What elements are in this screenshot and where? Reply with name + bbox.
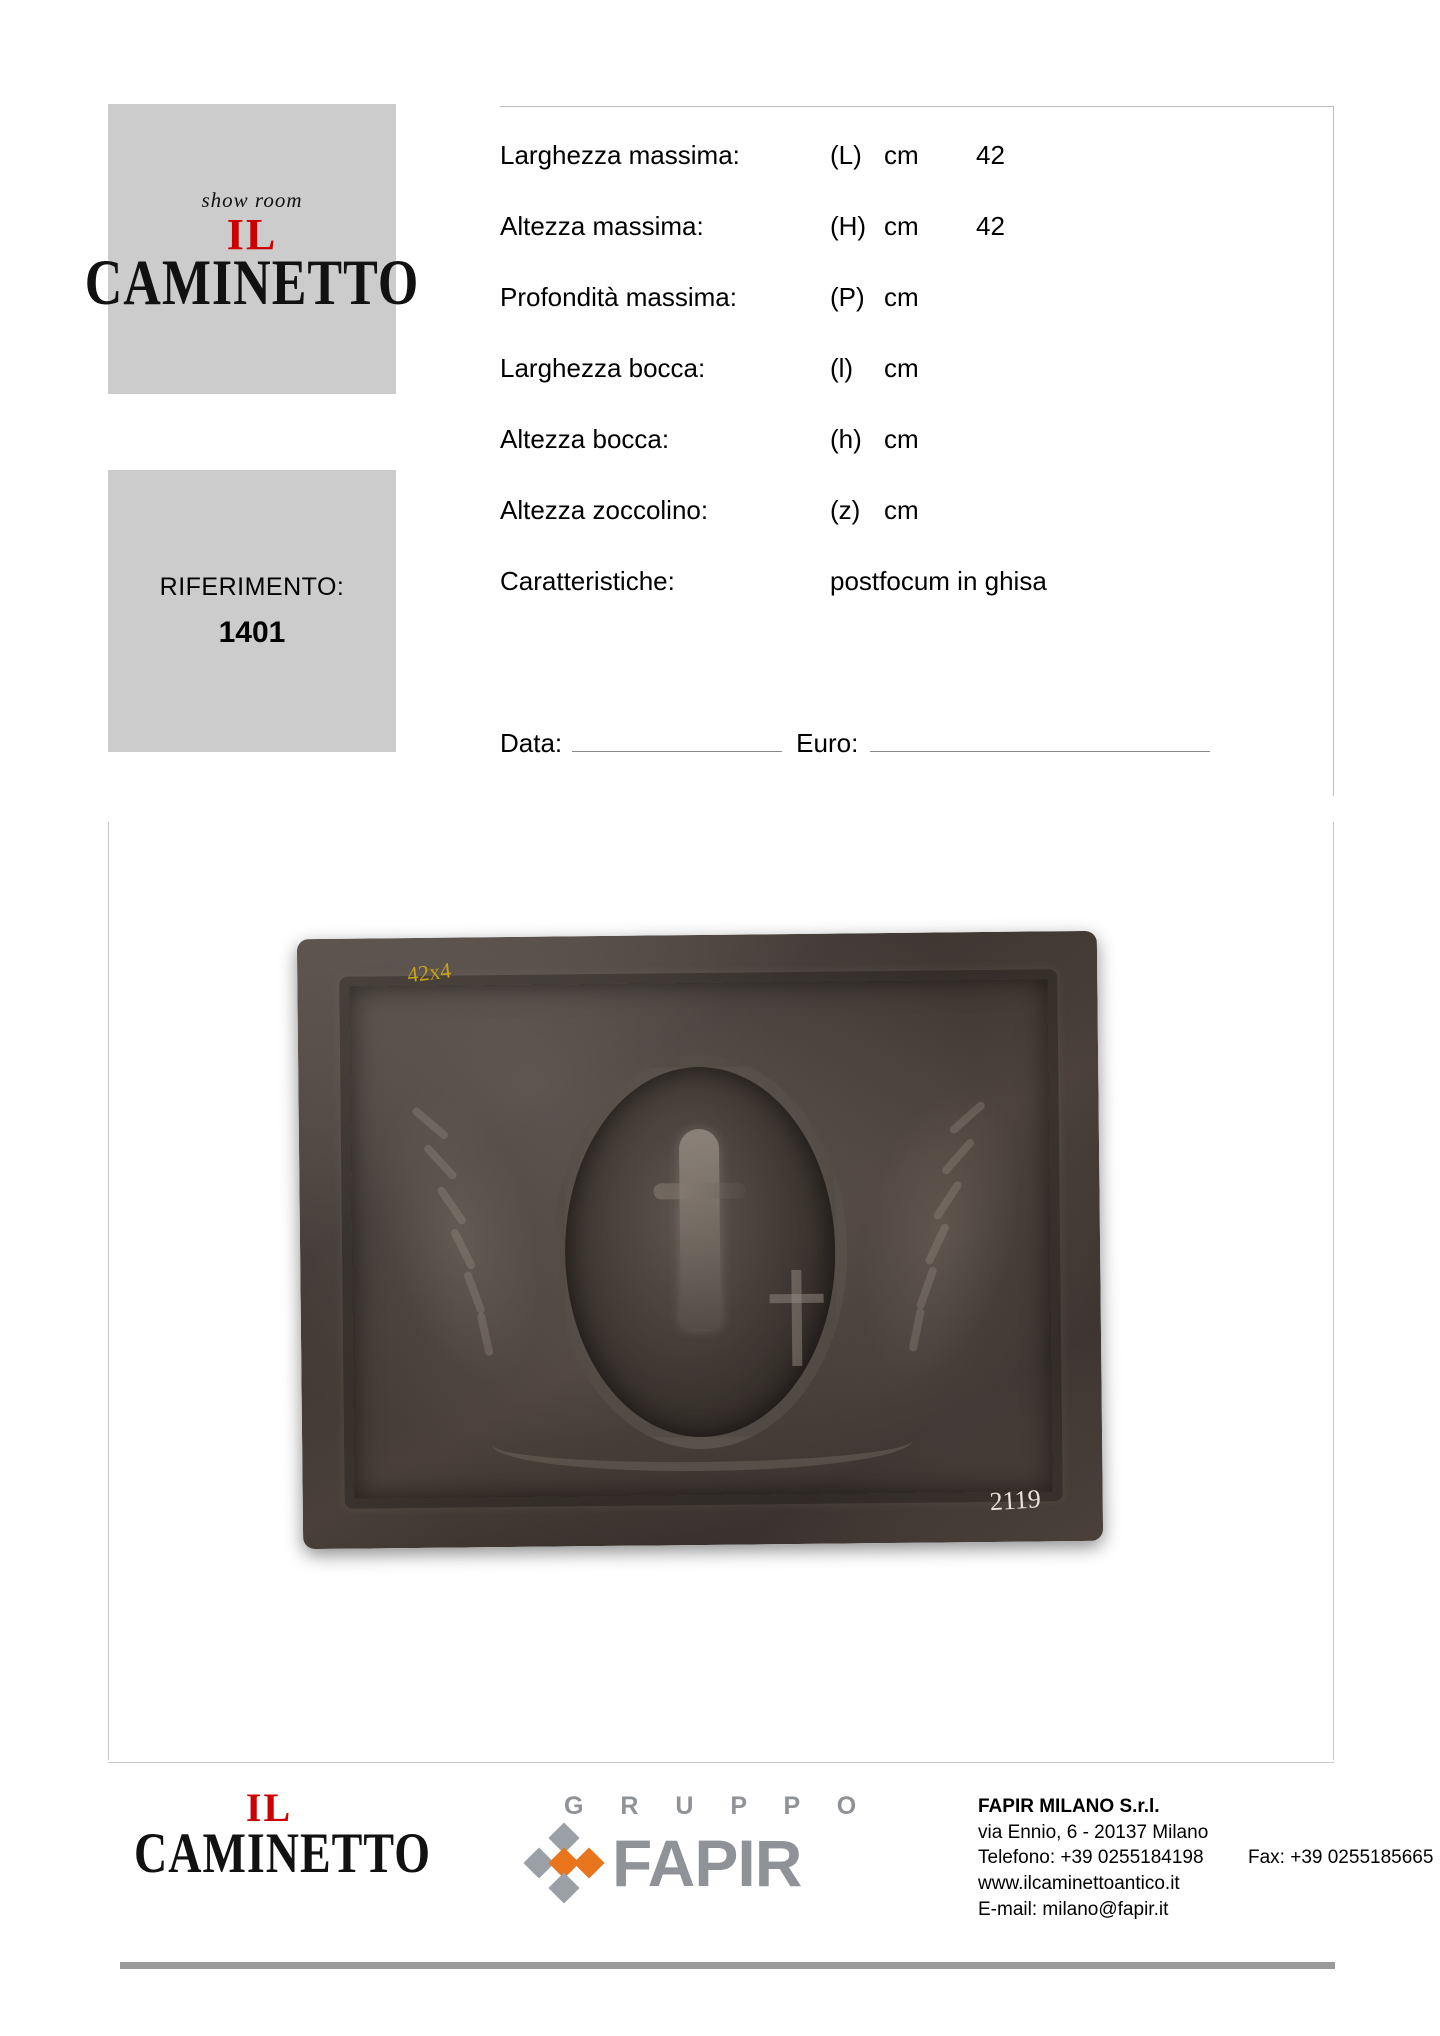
spec-label: Profondità massima: — [500, 282, 737, 312]
page-footer — [108, 1778, 1434, 1956]
company-phone: Telefono: +39 0255184198 — [978, 1847, 1204, 1869]
spec-row — [500, 495, 1334, 566]
gruppo-label: G R U P P O — [564, 1792, 872, 1820]
spec-label: Larghezza bocca: — [500, 353, 706, 383]
spec-unit: cm — [884, 140, 919, 170]
footer-brand-caminetto-text: CAMINETTO — [134, 1820, 431, 1885]
footer-brand-il-text: IL — [245, 1785, 293, 1830]
spec-label: Altezza bocca: — [500, 424, 670, 454]
company-fax: Fax: +39 0255185665 — [1248, 1847, 1434, 1869]
reference-label: RIFERIMENTO: — [159, 572, 345, 601]
spec-row — [500, 140, 1334, 211]
spec-symbol: (z) — [830, 495, 861, 525]
spec-label: Larghezza massima: — [500, 140, 740, 170]
saint-figure-relief — [679, 1129, 721, 1329]
spec-symbol: (h) — [830, 424, 862, 454]
cross-relief-icon — [791, 1270, 802, 1366]
footer-brand-logo — [134, 1785, 431, 1885]
footer-divider — [108, 1762, 1334, 1763]
fapir-wordmark: FAPIR — [612, 1826, 802, 1900]
company-email[interactable]: E-mail: milano@fapir.it — [978, 1898, 1169, 1920]
fapir-group-logo — [528, 1792, 948, 1899]
reference-box — [108, 470, 396, 752]
brand-il-text: IL — [226, 209, 278, 259]
spec-symbol: (l) — [830, 353, 854, 383]
spec-symbol: (L) — [830, 140, 862, 170]
spec-symbol: (P) — [830, 282, 865, 312]
footer-bottom-bar — [120, 1962, 1335, 1969]
contact-block — [978, 1794, 1440, 1922]
date-price-row — [500, 725, 1334, 759]
date-label: Data: — [500, 728, 563, 758]
spec-row — [500, 211, 1334, 282]
phone-fax-row — [978, 1845, 1440, 1871]
company-address: via Ennio, 6 - 20137 Milano — [978, 1821, 1209, 1843]
reference-value: 1401 — [218, 615, 286, 649]
characteristics-value: postfocum in ghisa — [830, 566, 1047, 596]
characteristics-row — [500, 566, 1334, 637]
brand-caminetto-text: CAMINETTO — [84, 248, 420, 320]
spec-value: 42 — [976, 211, 1005, 241]
photo-mark-top: 42x4 — [405, 957, 453, 988]
price-input[interactable] — [870, 725, 1210, 752]
spec-unit: cm — [884, 353, 919, 383]
company-website[interactable]: www.ilcaminettoantico.it — [978, 1872, 1180, 1894]
spec-row — [500, 353, 1334, 424]
spec-row — [500, 424, 1334, 495]
characteristics-label: Caratteristiche: — [500, 566, 675, 596]
fapir-logo-row — [528, 1827, 948, 1899]
spec-unit: cm — [884, 424, 919, 454]
cast-iron-fireback-image — [297, 931, 1103, 1549]
spec-unit: cm — [884, 282, 919, 312]
product-photo — [300, 935, 1135, 1550]
diamond-cluster-icon — [528, 1827, 600, 1899]
spec-unit: cm — [884, 211, 919, 241]
company-name: FAPIR MILANO S.r.l. — [978, 1796, 1160, 1817]
spec-label: Altezza zoccolino: — [500, 495, 709, 525]
spec-symbol: (H) — [830, 211, 867, 241]
specifications-list — [500, 140, 1334, 637]
spec-unit: cm — [884, 495, 919, 525]
brand-logo-box — [84, 104, 420, 394]
photo-mark-bottom: 2119 — [988, 1484, 1042, 1517]
date-input[interactable] — [572, 725, 782, 752]
spec-row — [500, 282, 1334, 353]
brand-showroom-text: show room — [201, 187, 303, 212]
price-label: Euro: — [796, 728, 859, 758]
spec-value: 42 — [976, 140, 1005, 170]
spec-label: Altezza massima: — [500, 211, 704, 241]
